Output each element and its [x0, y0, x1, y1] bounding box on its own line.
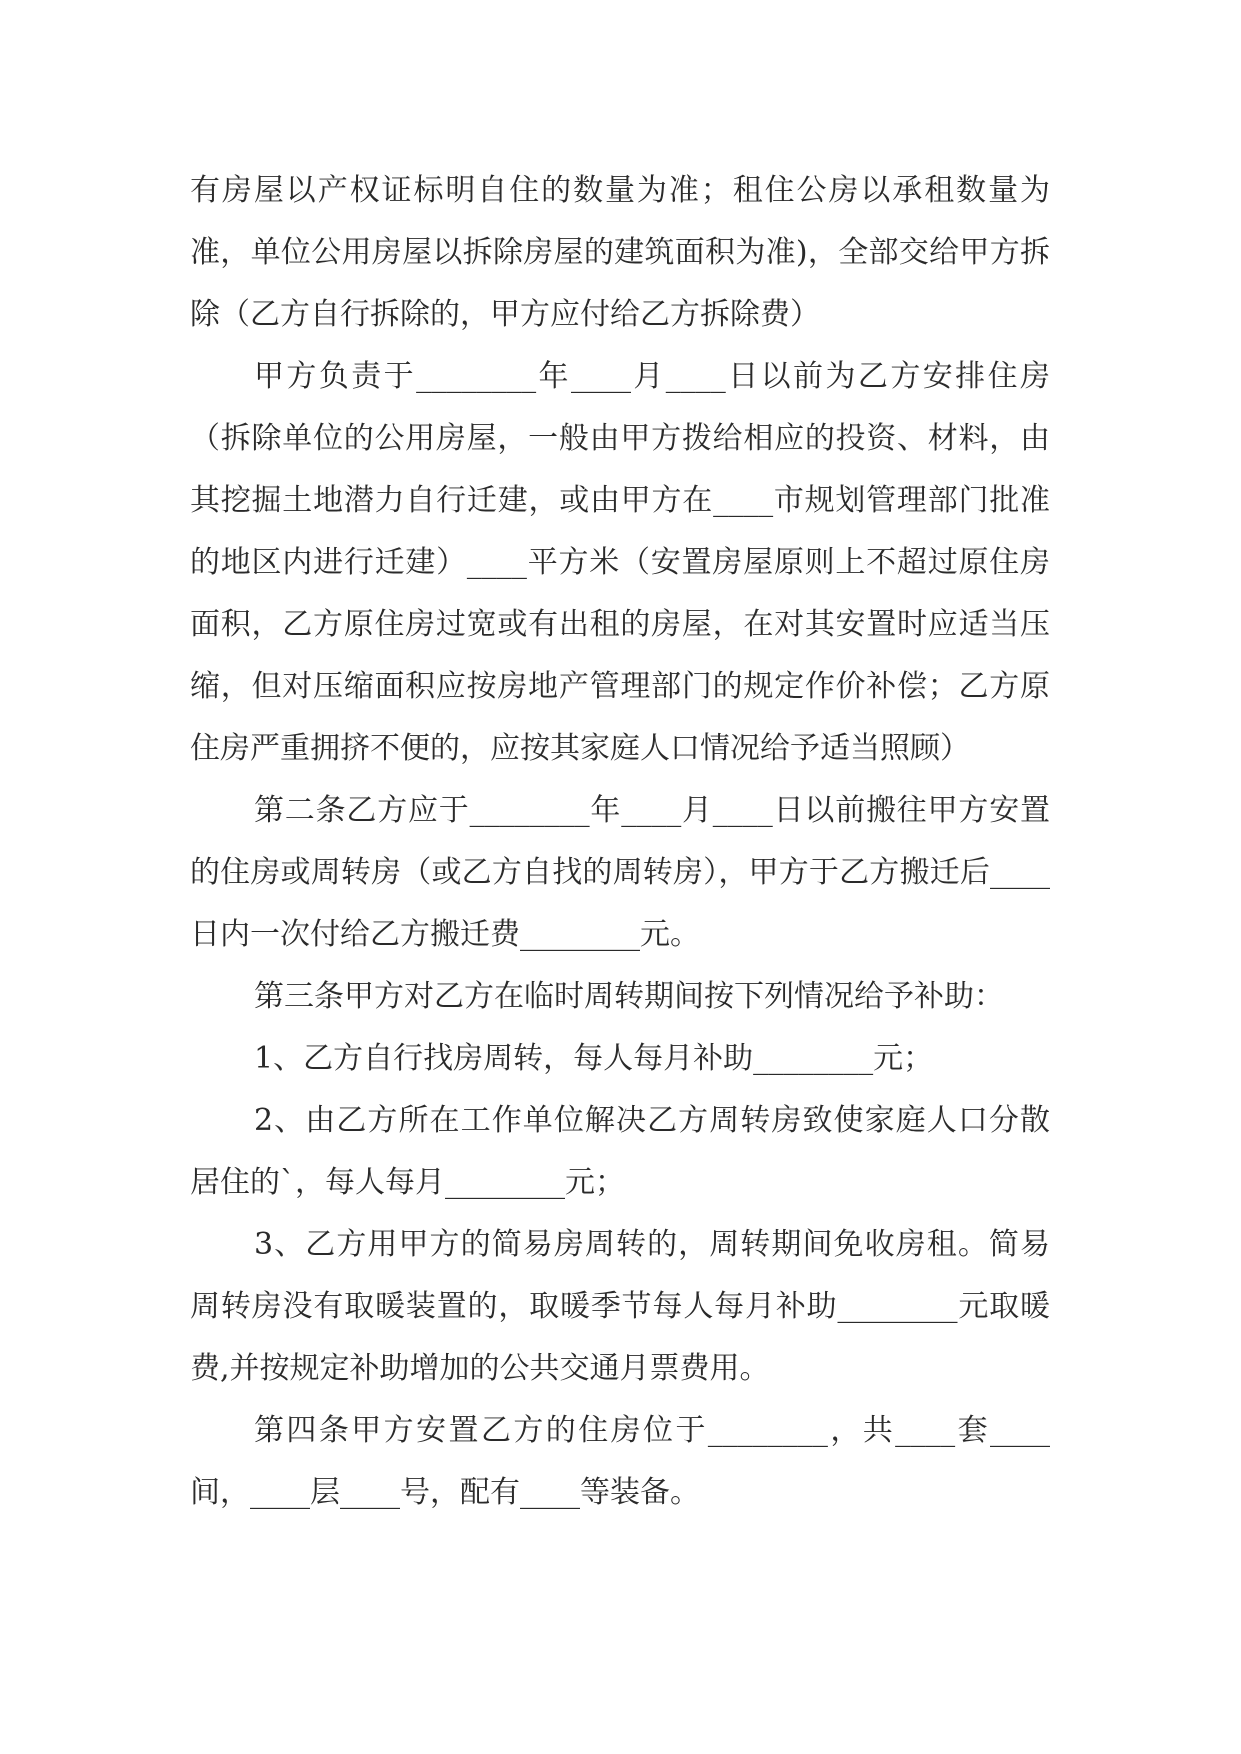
paragraph-item-1: 1、乙方自行找房周转，每人每月补助________元； [254, 1041, 934, 1076]
paragraph-item-3: 3、乙方用甲方的简易房周转的，周转期间免收房租。简易周转房没有取暖装置的，取暖季节每人每月补助________元取暖费,并按规定补助增加的公共交通月票费用。 [190, 1227, 1050, 1386]
paragraph-article-4: 第四条甲方安置乙方的住房位于________，共____套____间，____层____号，配有____等装备。 [190, 1413, 1050, 1510]
paragraph-continuation: 有房屋以产权证标明自住的数量为准；租住公房以承租数量为准，单位公用房屋以拆除房屋的建筑面积为准)，全部交给甲方拆除（乙方自行拆除的，甲方应付给乙方拆除费） [190, 173, 1050, 332]
paragraph-item-2: 2、由乙方所在工作单位解决乙方周转房致使家庭人口分散居住的`，每人每月________元； [190, 1103, 1050, 1200]
document-body [190, 160, 1050, 1524]
paragraph-article-2: 第二条乙方应于________年____月____日以前搬往甲方安置的住房或周转房（或乙方自找的周转房），甲方于乙方搬迁后____日内一次付给乙方搬迁费________元。 [190, 793, 1050, 952]
paragraph-article-3: 第三条甲方对乙方在临时周转期间按下列情况给予补助： [254, 979, 1004, 1014]
paragraph-housing-arrangement: 甲方负责于________年____月____日以前为乙方安排住房（拆除单位的公用房屋，一般由甲方拨给相应的投资、材料，由其挖掘土地潜力自行迁建，或由甲方在____市规划管理部门批准的地区内进行迁建）____平方米（安置房屋原则上不超过原住房面积，乙方原住房过宽或有出租的房屋，在对其安置时应适当压缩，但对压缩面积应按房地产管理部门的规定作价补偿；乙方原住房严重拥挤不便的，应按其家庭人口情况给予适当照顾） [190, 359, 1050, 766]
